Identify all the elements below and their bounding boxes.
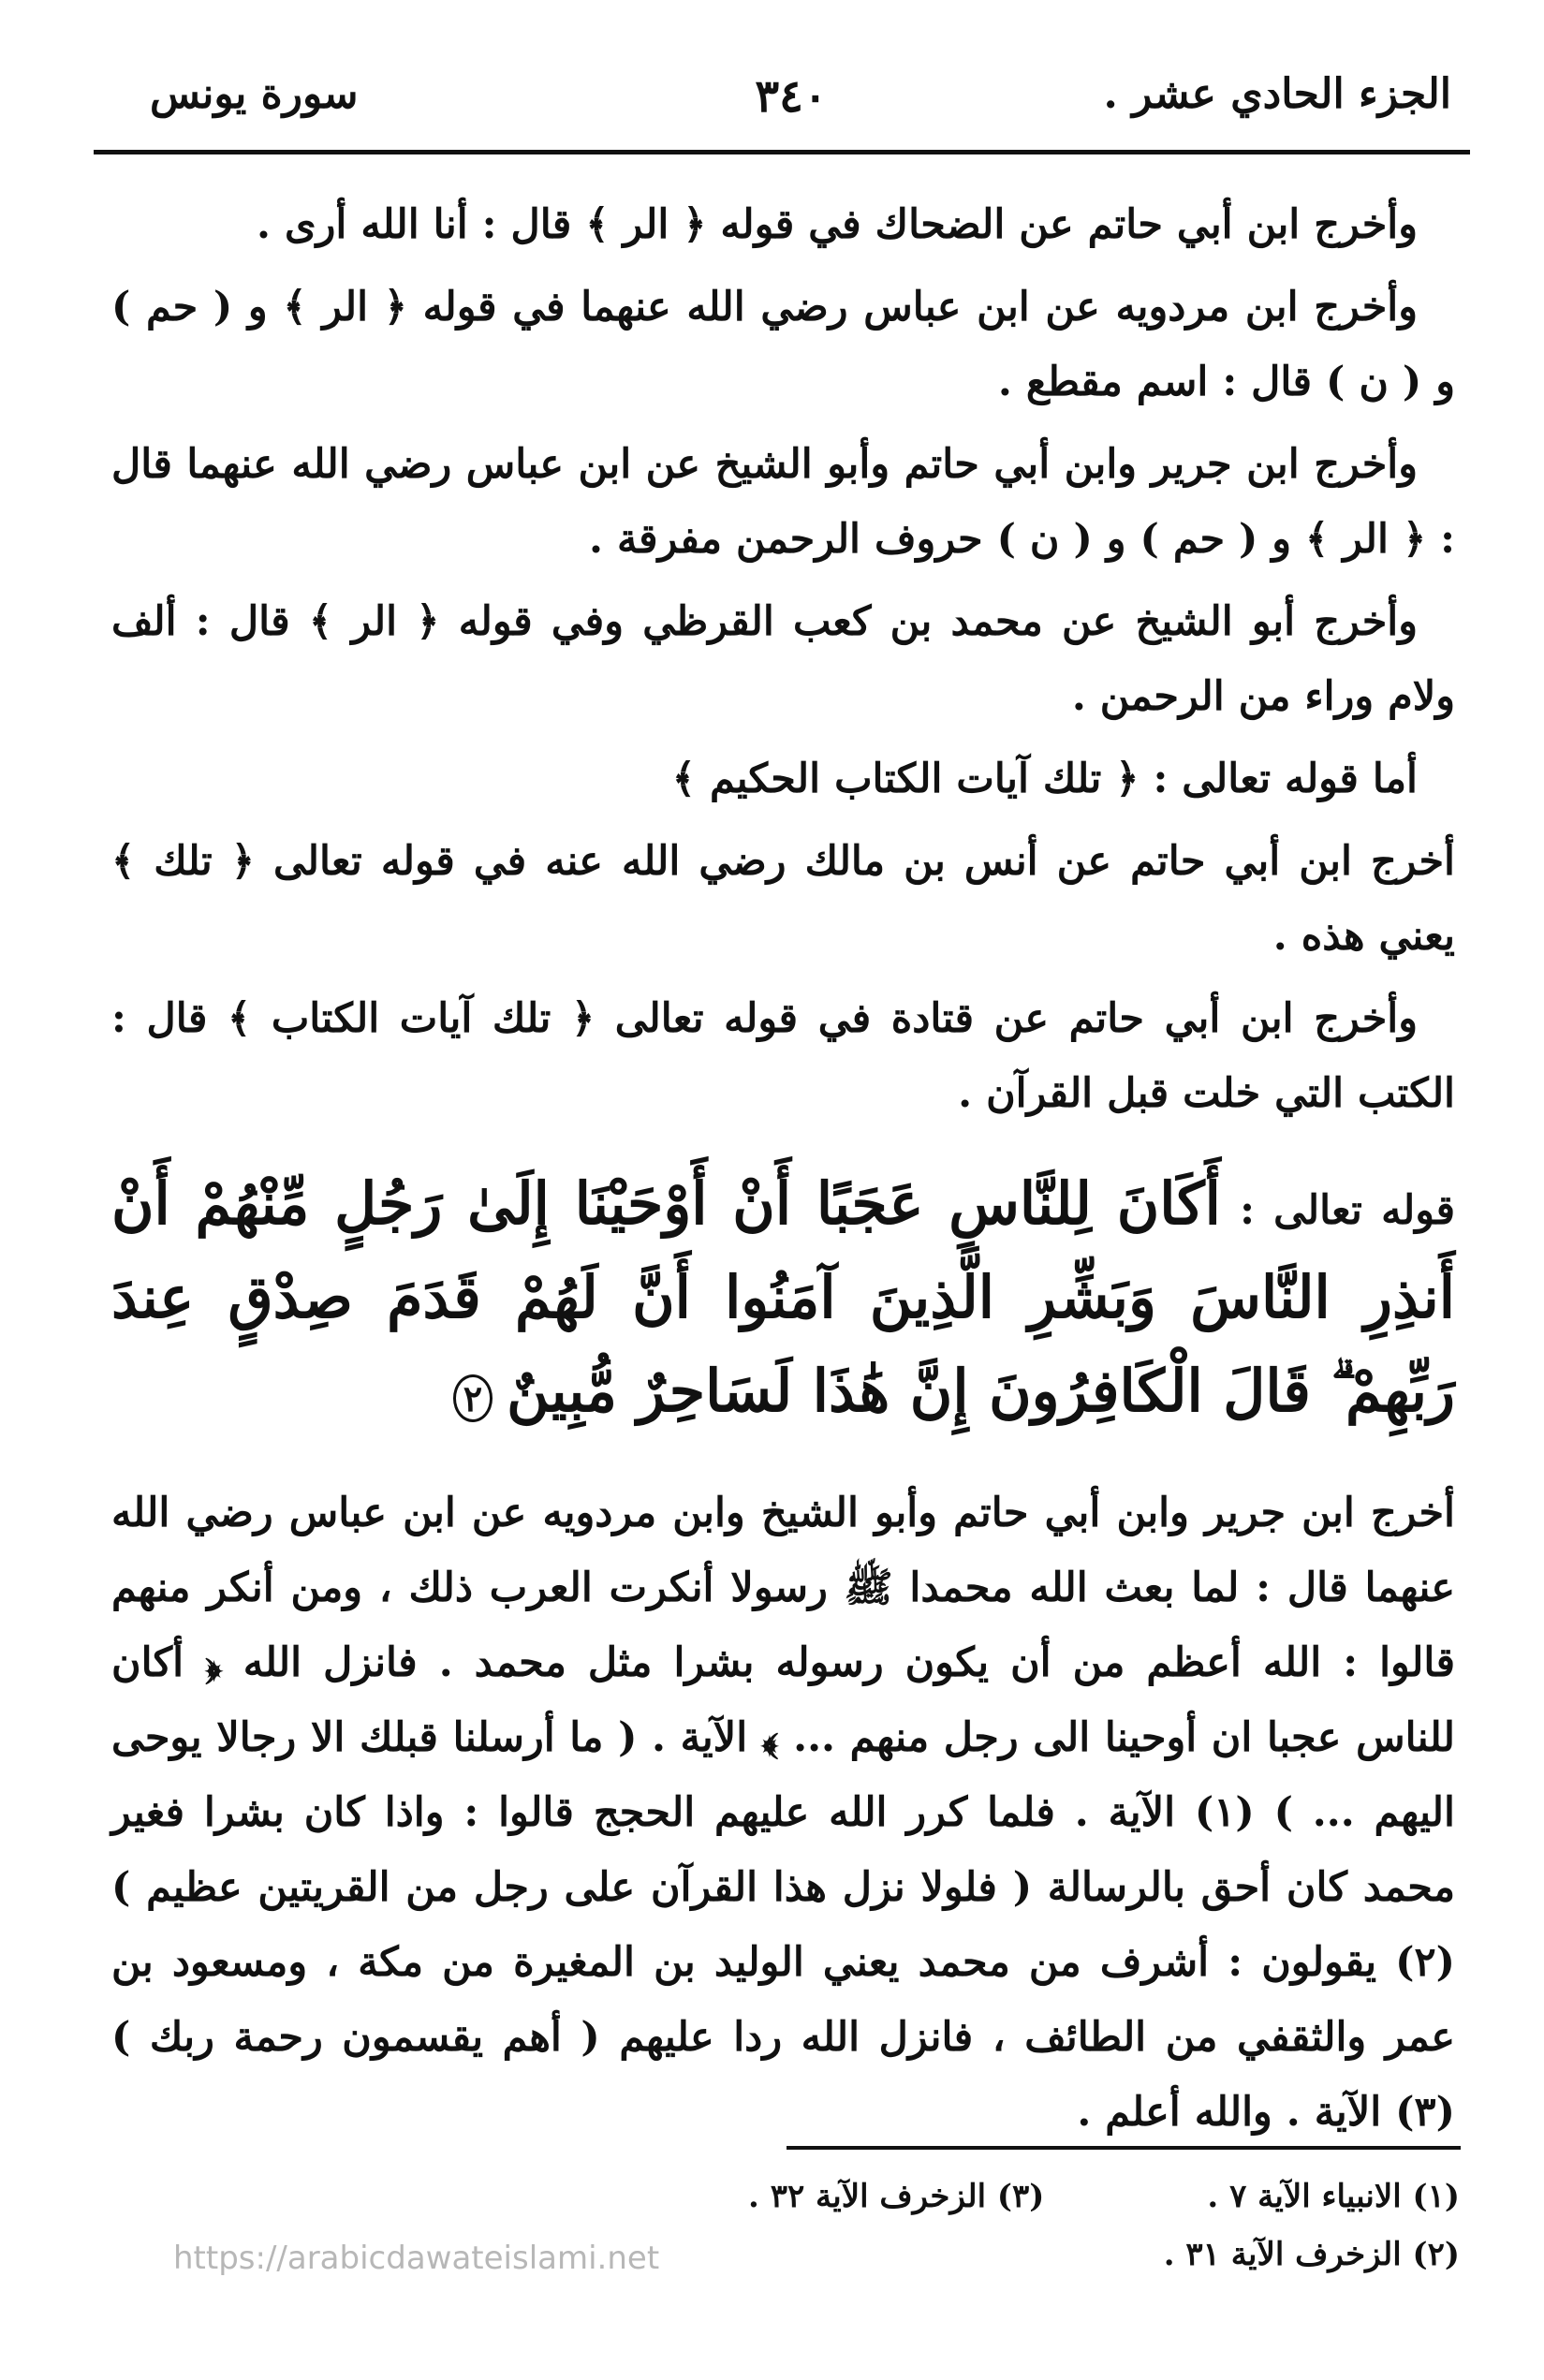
footnotes <box>748 2167 1460 2284</box>
part-title: الجزء الحادي عشر . <box>1103 70 1451 118</box>
paragraph-qatada: وأخرج ابن أبي حاتم عن قتادة في قوله تعالى ﴿ تلك آيات الكتاب ﴾ قال : الكتب التي خلت قبل القرآن . <box>111 995 1455 1117</box>
footnote-3: (٣) الزخرف الآية ٣٢ . <box>748 2178 1045 2215</box>
verse-number-marker: ٢ <box>453 1374 493 1422</box>
paragraph-dahhak: وأخرج ابن أبي حاتم عن الضحاك في قوله ﴿ الر ﴾ قال : أنا الله أرى . <box>257 201 1418 248</box>
quran-verse: أَكَانَ لِلنَّاسِ عَجَبًا أَنْ أَوْحَيْنَا إِلَىٰ رَجُلٍ مِّنْهُمْ أَنْ أَنذِرِ النَّاسَ وَبَشِّرِ الَّذِينَ آمَنُوا أَنَّ لَهُمْ قَدَمَ صِدْقٍ عِندَ رَبِّهِمْ ۗ قَالَ الْكَافِرُونَ إِنَّ هَٰذَا لَسَاحِرٌ مُّبِينٌ <box>111 1169 1455 1425</box>
footnote-1: (١) الانبياء الآية ٧ . <box>1207 2178 1460 2215</box>
paragraph-verse-heading: أما قوله تعالى : ﴿ تلك آيات الكتاب الحكيم ﴾ <box>671 756 1418 802</box>
paragraph-ibn-mardawayh: وأخرج ابن مردويه عن ابن عباس رضي الله عنهما في قوله ﴿ الر ﴾ و ( حم ) و ( ن ) قال : اسم مقطع . <box>111 284 1455 405</box>
quran-verse-block <box>111 1157 1455 1438</box>
paragraph-anas: أخرج ابن أبي حاتم عن أنس بن مالك رضي الله عنه في قوله تعالى ﴿ تلك ﴾ يعني هذه . <box>111 838 1455 960</box>
commentary-paragraph: أخرج ابن جرير وابن أبي حاتم وأبو الشيخ وابن مردويه عن ابن عباس رضي الله عنهما قال : لما بعث الله محمدا ﷺ رسولا أنكرت العرب ذلك ، ومن أنكر منهم قالوا : الله أعظم من أن يكون رسوله بشرا مثل محمد . فانزل الله ﴿ أكان للناس عجبا ان أوحينا الى رجل منهم ... ﴾ الآية . ( ما أرسلنا قبلك الا رجالا يوحى اليهم ... ) (١) الآية . فلما كرر الله عليهم الحجج قالوا : واذا كان بشرا فغير محمد كان أحق بالرسالة ( فلولا نزل هذا القرآن على رجل من القريتين عظيم ) (٢) يقولون : أشرف من محمد يعني الوليد بن المغيرة من مكة ، ومسعود بن عمر والثقفي من الطائف ، فانزل الله ردا عليهم ( أهم يقسمون رحمة ربك ) (٣) الآية . والله أعلم . <box>111 1490 1455 2136</box>
paragraph-ibn-jarir: وأخرج ابن جرير وابن أبي حاتم وأبو الشيخ عن ابن عباس رضي الله عنهما قال : ﴿ الر ﴾ و ( حم ) و ( ن ) حروف الرحمن مفرقة . <box>111 441 1455 563</box>
page-header <box>131 51 1451 136</box>
paragraph-abu-shaykh: وأخرج أبو الشيخ عن محمد بن كعب القرظي وفي قوله ﴿ الر ﴾ قال : ألف ولام وراء من الرحمن . <box>111 598 1455 720</box>
footnote-row <box>748 2167 1460 2226</box>
page-body <box>111 187 1455 2157</box>
watermark: https://arabicdawateislami.net <box>173 2240 660 2277</box>
footnote-2: (٢) الزخرف الآية ٣١ . <box>1163 2236 1460 2273</box>
surah-title: سورة يونس <box>150 70 359 118</box>
page-number: ٣٤٠ <box>755 70 828 123</box>
verse-lead: قوله تعالى : <box>1240 1187 1455 1234</box>
footnote-divider <box>787 2146 1461 2150</box>
header-divider <box>94 150 1470 154</box>
footnote-row <box>748 2226 1460 2284</box>
